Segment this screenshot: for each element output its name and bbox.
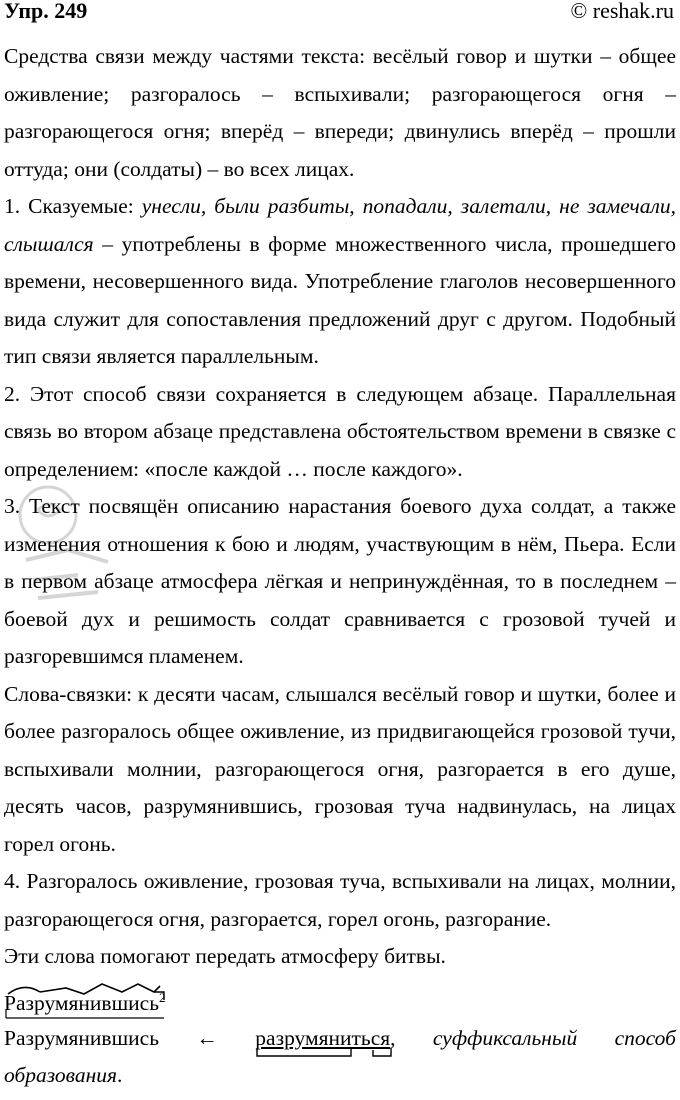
paragraph-theme: 3. Текст посвящён описанию нарастания боевого духа солдат, а также изменения отношения к бою и людям, участвующим в нём, Пьера. Если в первом абзаце атмосфера лёгкая и непринуждённая, то в последнем – боевой дух и решимость солдат сравнивается с грозовой тучей и разгоревшимся пламенем.	[4, 494, 676, 668]
page-header	[4, 0, 676, 38]
base-word-text: разрумяниться	[255, 1025, 391, 1050]
method-word-3: образования	[4, 1063, 117, 1087]
final-period: .	[116, 1063, 123, 1087]
derived-word: Разрумянившись	[4, 1025, 159, 1050]
method-word-2: способ	[614, 1025, 676, 1050]
analyzed-word	[4, 990, 166, 1016]
method-word-1: суффиксальный	[432, 1025, 578, 1050]
paragraph-conclusion: Эти слова помогают передать атмосферу битвы.	[4, 944, 446, 968]
morpheme-analysis	[4, 980, 676, 1020]
exercise-number: Упр. 249	[4, 0, 88, 23]
paragraph-links: Средства связи между частями текста: весёлый говор и шутки – общее оживление; разгоралось – вспыхивали; разгорающегося огня – разгорающегося огня; вперёд – впереди; двинулись вперёд – прошли оттуда; они (солдаты) – во всех лицах.	[4, 44, 676, 181]
comma: ,	[390, 1025, 396, 1050]
derivation-row	[4, 1020, 676, 1058]
analyzed-word-text: Разрумянившись	[4, 990, 159, 1015]
paragraph-key-words: 4. Разгоралось оживление, грозовая туча, вспыхивали на лицах, молнии, разгорающегося огня, разгорается, горел огонь, разгорание.	[4, 869, 676, 931]
predicates-list: унесли, были разбиты, попадали, залетали, не замечали, слышался	[4, 194, 676, 256]
paragraph-predicates	[4, 188, 676, 376]
base-word	[255, 1020, 395, 1058]
paragraph-link-words: Слова-связки: к десяти часам, слышался весёлый говор и шутки, более и более разгоралось общее оживление, из придвигающейся грозовой тучи, вспыхивали молнии, разгорающегося огня, разгорается в его душе, десять часов, разрумянившись, грозовая туча надвинулась, на лицах горел огонь.	[4, 681, 676, 856]
analysis-index: 2	[159, 989, 166, 1005]
document-page	[4, 0, 676, 1095]
paragraph-predicates-rest: – употреблены в форме множественного числа, прошедшего времени, несовершенного вида. Употребление глаголов несовершенного вида служит для сопоставления предложений друг с другом. Подобный тип связи является параллельным.	[4, 231, 676, 368]
paragraph-predicates-lead: 1. Сказуемые:	[4, 194, 142, 218]
arrow-left-icon: ←	[196, 1025, 218, 1050]
derivation-row-end	[4, 1057, 676, 1095]
paragraph-method: 2. Этот способ связи сохраняется в следующем абзаце. Параллельная связь во втором абзаце представлена обстоятельством времени в связке с определением: «после каждой … после каждого».	[4, 381, 676, 481]
copyright-label: © reshak.ru	[570, 0, 674, 23]
